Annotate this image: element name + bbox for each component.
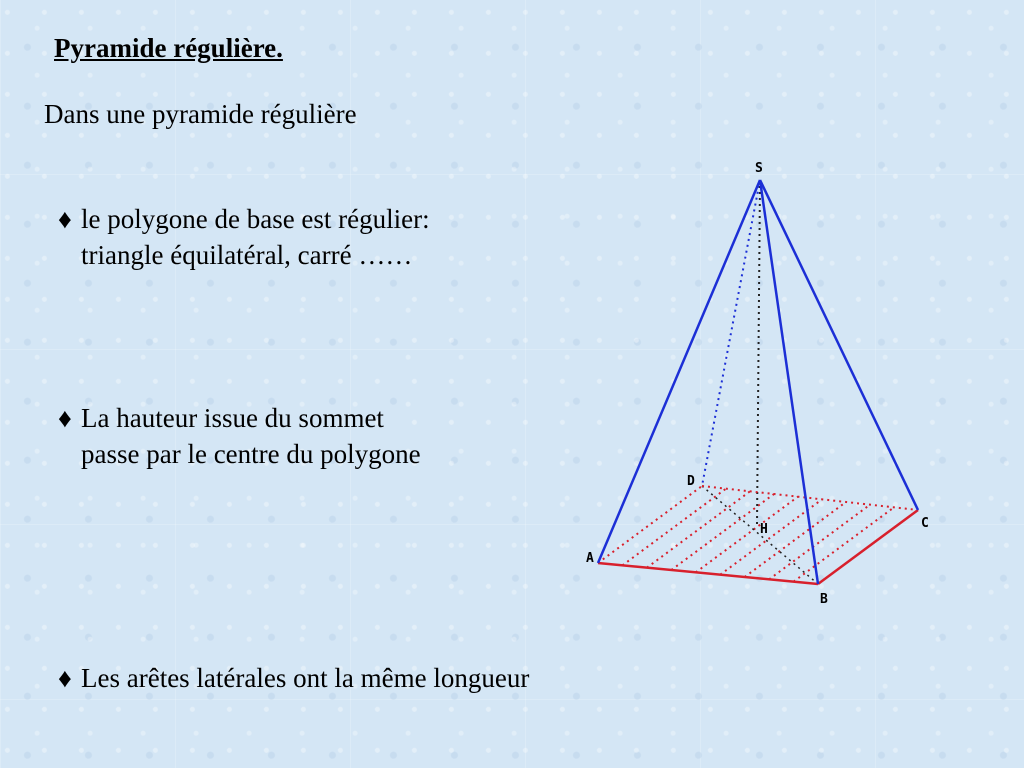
base-hatch-line	[647, 491, 750, 567]
base-hatch	[622, 489, 894, 582]
diamond-bullet-icon: ♦	[58, 204, 72, 234]
slide-title: Pyramide régulière.	[54, 33, 283, 63]
vertex-label-d: D	[687, 474, 695, 489]
vertex-label-a: A	[586, 551, 594, 566]
bullet-line: le polygone de base est régulier:	[81, 204, 430, 234]
bullet-line: Les arêtes latérales ont la même longueur	[81, 663, 530, 693]
vertex-label-h: H	[760, 522, 768, 537]
vertex-label-s: S	[755, 161, 763, 176]
bullet-line: triangle équilatéral, carré ……	[81, 240, 413, 270]
base-hatch-line	[696, 497, 798, 573]
edge-lateral-sa	[598, 180, 760, 563]
edge-hidden-sd	[702, 180, 760, 486]
base-hatch-line	[622, 489, 726, 566]
height-sh	[757, 180, 760, 525]
vertex-label-b: B	[820, 592, 828, 607]
edge-base-ab	[598, 563, 818, 584]
base-hatch-line	[671, 494, 774, 570]
bullet-line: passe par le centre du polygone	[81, 439, 421, 469]
vertex-label-c: C	[921, 516, 929, 531]
intro-text: Dans une pyramide régulière	[44, 99, 357, 129]
edge-base-bc	[818, 510, 918, 584]
base-hatch-line	[745, 502, 846, 577]
edge-hidden-dc	[702, 486, 918, 510]
diamond-bullet-icon: ♦	[58, 403, 72, 433]
bullet-line: La hauteur issue du sommet	[81, 403, 384, 433]
diamond-bullet-icon: ♦	[58, 663, 72, 693]
base-hatch-line	[769, 505, 870, 580]
